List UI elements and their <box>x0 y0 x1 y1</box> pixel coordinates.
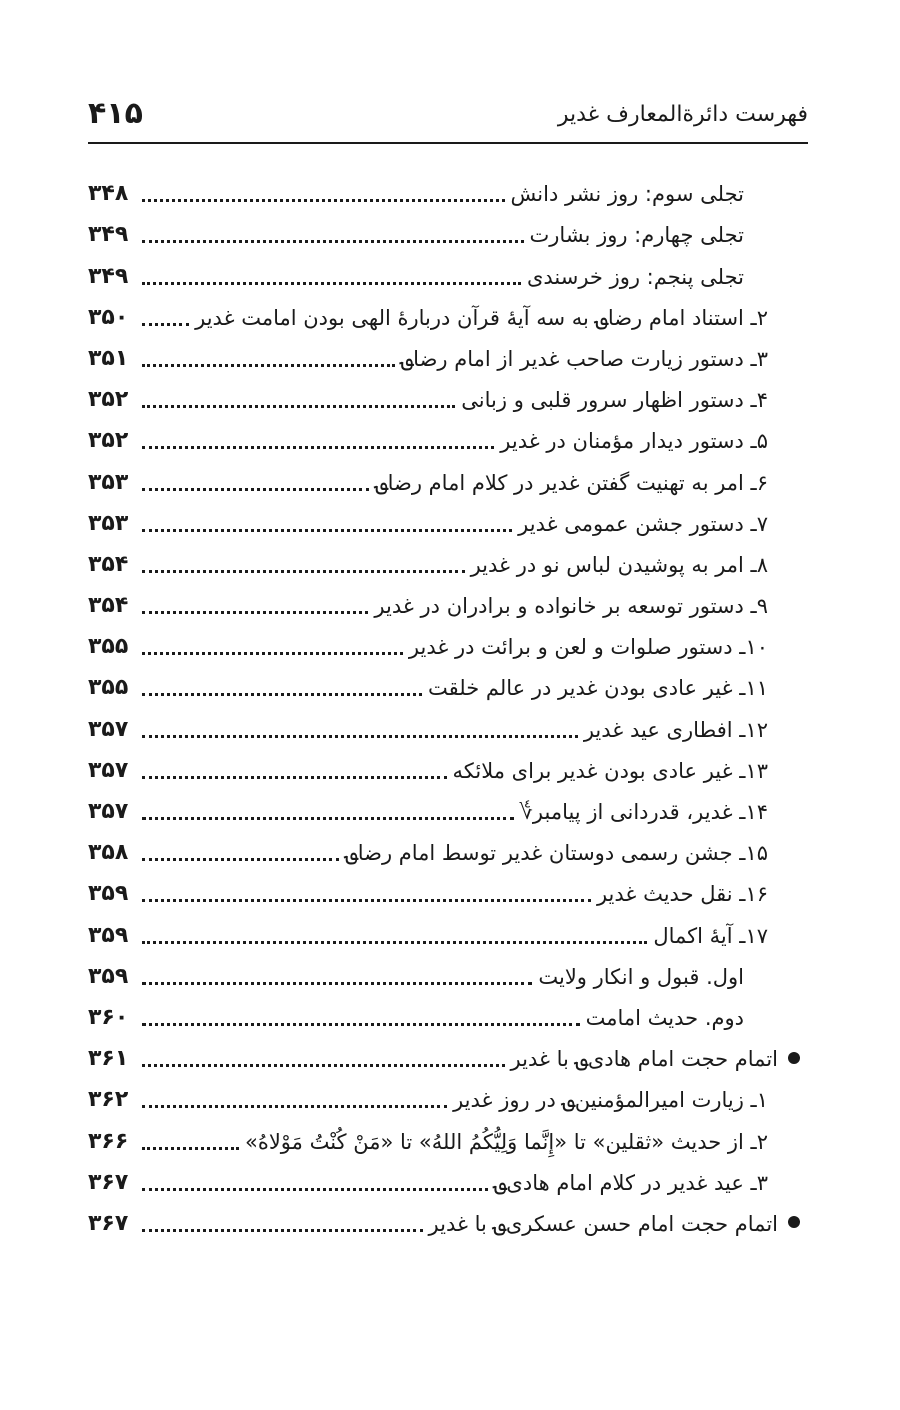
dot-leader <box>142 1064 505 1067</box>
toc-entry <box>88 909 800 950</box>
dot-leader <box>142 735 578 738</box>
toc-entry <box>88 951 800 992</box>
dot-leader <box>142 1188 488 1191</box>
toc-entry-page-number: ۳۶۲ <box>88 1087 129 1113</box>
toc-entry-page-number: ۳۵۵ <box>88 675 129 701</box>
toc-entry-page-number: ۳۶۷ <box>88 1169 129 1195</box>
toc-entry-page-number: ۳۶۷ <box>88 1210 129 1236</box>
toc-entry-page-number: ۳۵۲ <box>88 428 129 454</box>
toc-entry-title: اول. قبول و انکار ولایت <box>538 964 744 989</box>
toc-entry <box>88 1198 800 1239</box>
toc-entry-title: ۱۶ـ نقل حدیث غدیر <box>596 882 768 907</box>
toc-entry-title: ۱ـ زیارت امیرالمؤمنین؈ در روز غدیر <box>453 1088 768 1113</box>
toc-entry-page-number: ۳۵۰ <box>88 304 129 330</box>
toc-entry-page-number: ۳۵۷ <box>88 757 129 783</box>
toc-entry-page-number: ۳۴۹ <box>88 222 129 248</box>
toc-entry-title: تجلی پنجم: روز خرسندی <box>526 264 744 289</box>
dot-leader <box>142 652 403 655</box>
toc-entry-title: ۱۳ـ غیر عادی بودن غدیر برای ملائکه <box>452 758 768 783</box>
toc-entry <box>88 333 800 374</box>
page-number: ۴۱۵ <box>88 96 143 131</box>
toc-entry-page-number: ۳۵۷ <box>88 799 129 824</box>
toc-entry-title: ۲ـ از حدیث «ثقلین» تا «إِنَّما وَلِيُّكُمُ اللهُ» تا «مَنْ كُنْتُ مَوْلاهُ» <box>244 1129 768 1154</box>
toc-entry-page-number: ۳۶۶ <box>88 1128 129 1154</box>
toc-entry-title: ۵ـ دستور دیدار مؤمنان در غدیر <box>500 429 768 454</box>
toc-entry-page-number: ۳۵۹ <box>88 963 129 989</box>
toc-entry-title: ۶ـ امر به تهنیت گفتن غدیر در کلام امام رضا؈ <box>375 470 768 495</box>
dot-leader <box>142 446 494 449</box>
toc-entry <box>88 621 800 662</box>
toc-entry-title: ۹ـ دستور توسعه بر خانواده و برادران در غدیر <box>374 594 768 619</box>
toc-entry-title: اتمام حجت امام حسن عسکری؈ با غدیر <box>428 1211 778 1236</box>
toc-entry-title: ۱۲ـ افطاری عید غدیر <box>583 717 768 742</box>
toc-entry <box>88 786 800 827</box>
toc-entry <box>88 1074 800 1115</box>
toc-entry <box>88 456 800 497</box>
toc-entry <box>88 168 800 209</box>
toc-entry-page-number: ۳۵۷ <box>88 716 129 742</box>
toc-entry-title: ۴ـ دستور اظهار سرور قلبی و زبانی <box>461 388 768 413</box>
dot-leader <box>142 364 395 367</box>
toc-entry-page-number: ۳۵۱ <box>88 345 129 371</box>
dot-leader <box>142 240 524 243</box>
toc-entry <box>88 1115 800 1156</box>
dot-leader <box>142 1147 239 1150</box>
toc-entry-title: تجلی چهارم: روز بشارت <box>529 223 744 248</box>
dot-leader <box>142 817 514 820</box>
dot-leader <box>142 776 447 779</box>
toc-entry-title: اتمام حجت امام هادی؈ با غدیر <box>510 1047 778 1072</box>
toc-entry-title: ۱۴ـ غدیر، قدردانی از پیامبر؇ <box>519 800 768 824</box>
running-title: فهرست دائرةالمعارف غدیر <box>557 102 808 127</box>
toc-entry-page-number: ۳۵۳ <box>88 469 129 495</box>
toc-entry <box>88 827 800 868</box>
dot-leader <box>142 570 465 573</box>
toc-entry <box>88 1157 800 1198</box>
toc-entry-title: ۷ـ دستور جشن عمومی غدیر <box>518 511 768 536</box>
toc-entry <box>88 1033 800 1074</box>
dot-leader <box>142 693 422 696</box>
toc-entry <box>88 292 800 333</box>
toc-entry-page-number: ۳۵۵ <box>88 634 129 660</box>
toc-entry-page-number: ۳۵۹ <box>88 922 129 948</box>
toc-entry-page-number: ۳۶۱ <box>88 1046 129 1072</box>
toc-entry-title: ۳ـ دستور زیارت صاحب غدیر از امام رضا؈ <box>400 346 768 371</box>
toc-entry-title: تجلی سوم: روز نشر دانش <box>510 182 744 207</box>
toc-entry <box>88 580 800 621</box>
toc-entry-page-number: ۳۵۴ <box>88 551 129 577</box>
toc-entry-page-number: ۳۶۰ <box>88 1004 129 1030</box>
toc-entry-title: ۱۵ـ جشن رسمی دوستان غدیر توسط امام رضا؈ <box>345 841 768 866</box>
toc-entry-page-number: ۳۵۴ <box>88 593 129 619</box>
dot-leader <box>142 199 505 202</box>
dot-leader <box>142 982 532 985</box>
toc-entry-page-number: ۳۵۹ <box>88 881 129 907</box>
toc-entry-title: دوم. حدیث امامت <box>585 1005 744 1030</box>
dot-leader <box>142 282 521 285</box>
dot-leader <box>142 858 339 861</box>
dot-leader <box>142 1229 423 1232</box>
toc-entry <box>88 703 800 744</box>
toc-entry-page-number: ۳۵۸ <box>88 840 129 866</box>
toc-entry-title: ۳ـ عید غدیر در کلام امام هادی؈ <box>494 1170 768 1195</box>
toc-entry-page-number: ۳۵۲ <box>88 387 129 413</box>
toc-entry <box>88 662 800 703</box>
toc-entry-title: ۸ـ امر به پوشیدن لباس نو در غدیر <box>470 552 768 577</box>
dot-leader <box>142 1023 580 1026</box>
toc-entry-title: ۱۰ـ دستور صلوات و لعن و برائت در غدیر <box>408 635 768 660</box>
toc-entry-title: ۲ـ استناد امام رضا؈ به سه آیهٔ قرآن دربارهٔ الهی بودن امامت غدیر <box>195 305 768 330</box>
toc-entry <box>88 992 800 1033</box>
toc-entry-title: ۱۱ـ غیر عادی بودن غدیر در عالم خلقت <box>428 676 768 701</box>
toc-entry-title: ۱۷ـ آیهٔ اکمال <box>653 923 768 948</box>
dot-leader <box>142 611 368 614</box>
bullet-icon <box>788 1216 800 1228</box>
dot-leader <box>142 941 647 944</box>
toc-entry <box>88 250 800 291</box>
dot-leader <box>142 323 189 326</box>
toc-entry-page-number: ۳۴۸ <box>88 181 129 207</box>
toc-entry <box>88 374 800 415</box>
dot-leader <box>142 488 369 491</box>
dot-leader <box>142 1105 447 1108</box>
dot-leader <box>142 405 455 408</box>
toc-entry <box>88 415 800 456</box>
toc-entry-page-number: ۳۴۹ <box>88 263 129 289</box>
toc-entry <box>88 745 800 786</box>
dot-leader <box>142 529 512 532</box>
toc-entry <box>88 539 800 580</box>
toc-entry <box>88 209 800 250</box>
dot-leader <box>142 899 591 902</box>
toc-entry <box>88 498 800 539</box>
page-header <box>88 96 808 144</box>
table-of-contents <box>88 168 800 1239</box>
toc-entry <box>88 868 800 909</box>
toc-entry-page-number: ۳۵۳ <box>88 510 129 536</box>
bullet-icon <box>788 1052 800 1064</box>
